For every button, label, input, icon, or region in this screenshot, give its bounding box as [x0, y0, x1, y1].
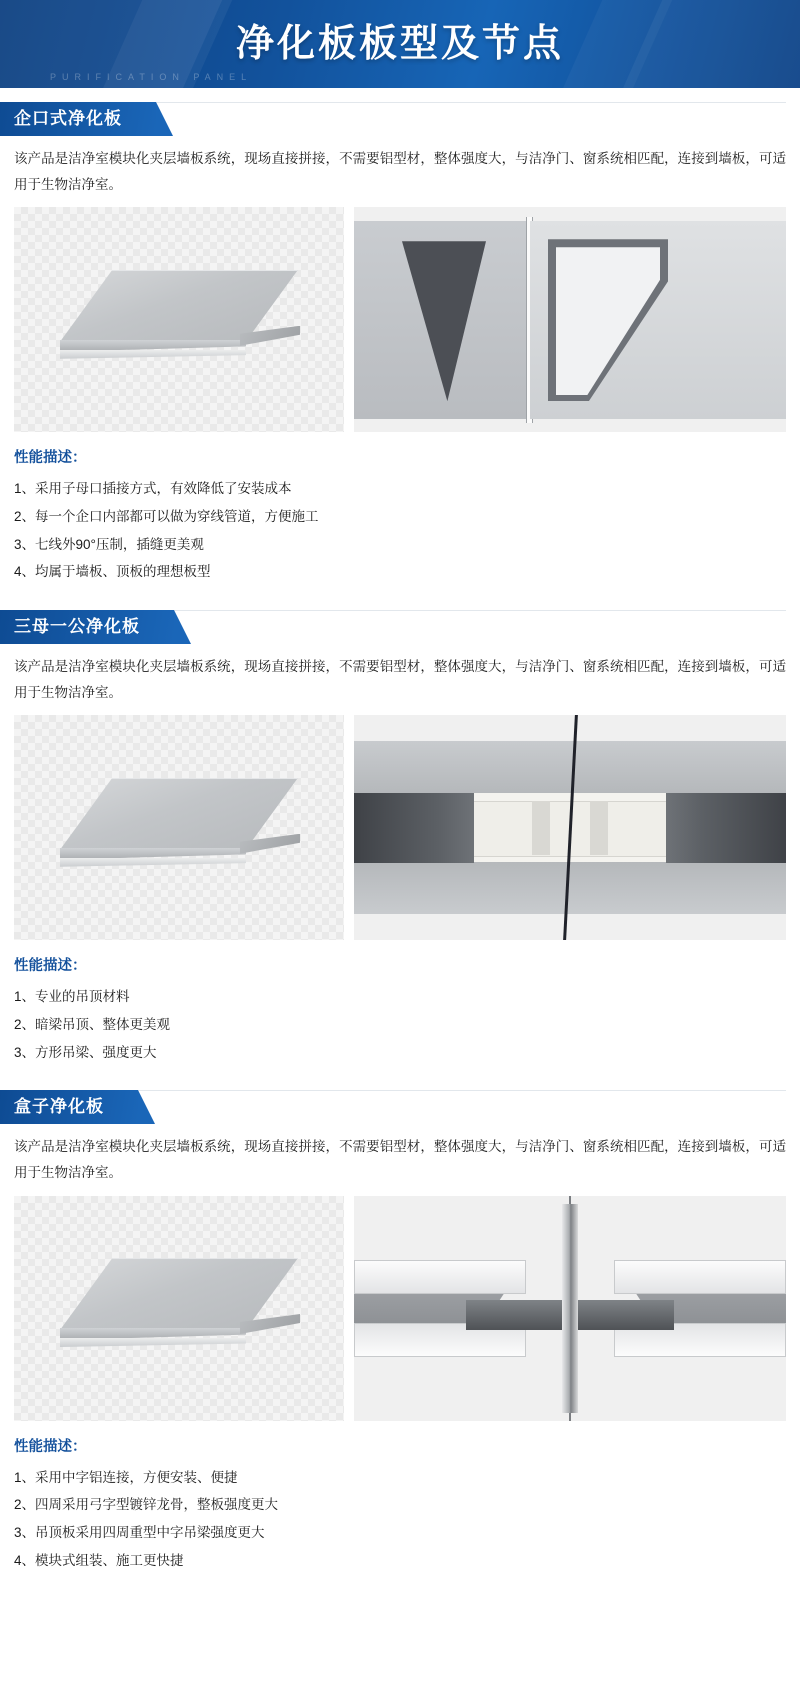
panel-edge-lower	[60, 1338, 246, 1347]
performance-list	[14, 1464, 786, 1575]
list-item: 3、方形吊梁、强度更大	[14, 1044, 157, 1060]
joint-detail-image	[354, 715, 786, 940]
joint-left-panel	[354, 221, 528, 419]
section-image-row	[0, 715, 800, 940]
ceiling-plate-top-right	[614, 1260, 786, 1294]
panel-product-image	[14, 1196, 344, 1421]
joint-top-skin	[354, 741, 786, 793]
sandwich-panel-illustration	[44, 1248, 314, 1368]
section-heading: 盒子净化板	[0, 1090, 138, 1124]
performance-block	[0, 940, 800, 1070]
cross-beam-vertical	[562, 1204, 578, 1413]
panel-product-image	[14, 715, 344, 940]
joint-dark-right	[666, 793, 786, 863]
section-image-row	[0, 207, 800, 432]
list-item: 1、采用中字铝连接，方便安装、便捷	[14, 1469, 238, 1485]
banner-subtitle: PURIFICATION PANEL	[50, 72, 253, 82]
joint-dark-left	[354, 793, 474, 863]
performance-list	[14, 475, 786, 586]
joint-bottom-skin	[354, 862, 786, 914]
list-item: 2、四周采用弓字型镀锌龙骨，整板强度更大	[14, 1497, 279, 1513]
page-banner	[0, 0, 800, 88]
list-item: 1、采用子母口插接方式，有效降低了安装成本	[14, 481, 292, 497]
joint-groove-inner	[556, 247, 660, 395]
section-description: 该产品是洁净室模块化夹层墙板系统，现场直接拼接，不需要铝型材，整体强度大，与洁净门、窗系统相匹配，连接到墙板，可适用于生物洁净室。	[14, 151, 786, 192]
panel-edge-lower	[60, 858, 246, 867]
performance-block	[0, 1421, 800, 1579]
performance-title: 性能描述：	[14, 958, 87, 975]
sandwich-panel-illustration	[44, 768, 314, 888]
section-image-row	[0, 1196, 800, 1421]
section-description: 该产品是洁净室模块化夹层墙板系统，现场直接拼接，不需要铝型材，整体强度大，与洁净门、窗系统相匹配，连接到墙板，可适用于生物洁净室。	[14, 1139, 786, 1180]
list-item: 1、专业的吊顶材料	[14, 989, 130, 1005]
section-heading: 三母一公净化板	[0, 610, 174, 644]
panel-product-image	[14, 207, 344, 432]
joint-detail-image	[354, 1196, 786, 1421]
joint-detail-image	[354, 207, 786, 432]
performance-list	[14, 983, 786, 1066]
joint-notch-left	[532, 801, 550, 855]
section-qikou	[0, 102, 800, 596]
joint-detail-illustration	[354, 1196, 786, 1421]
section-hezi	[0, 1090, 800, 1584]
joint-core-wedge	[402, 241, 486, 401]
list-item: 3、七线外90°压制，插缝更美观	[14, 536, 204, 552]
section-description: 该产品是洁净室模块化夹层墙板系统，现场直接拼接，不需要铝型材，整体强度大，与洁净门、窗系统相匹配，连接到墙板，可适用于生物洁净室。	[14, 658, 786, 700]
performance-title: 性能描述：	[14, 450, 87, 467]
list-item: 2、每一个企口内部都可以做为穿线管道，方便施工	[14, 508, 319, 524]
section-header	[0, 102, 800, 136]
joint-notch-right	[590, 801, 608, 855]
joint-detail-illustration	[354, 207, 786, 432]
joint-right-panel	[530, 221, 786, 419]
section-heading: 企口式净化板	[0, 102, 156, 136]
performance-block	[0, 432, 800, 590]
list-item: 4、均属于墙板、顶板的理想板型	[14, 564, 211, 580]
sandwich-panel-illustration	[44, 260, 314, 380]
joint-detail-illustration	[354, 715, 786, 940]
page-title: 净化板板型及节点	[235, 23, 564, 65]
performance-title: 性能描述：	[14, 1438, 87, 1455]
panel-edge-lower	[60, 350, 246, 359]
section-header	[0, 1090, 800, 1124]
section-header	[0, 610, 800, 644]
section-sanmuyigong	[0, 610, 800, 1076]
list-item: 2、暗梁吊顶、整体更美观	[14, 1016, 171, 1032]
list-item: 3、吊顶板采用四周重型中字吊梁强度更大	[14, 1524, 265, 1540]
ceiling-plate-top-left	[354, 1260, 526, 1294]
list-item: 4、模块式组装、施工更快捷	[14, 1552, 184, 1568]
